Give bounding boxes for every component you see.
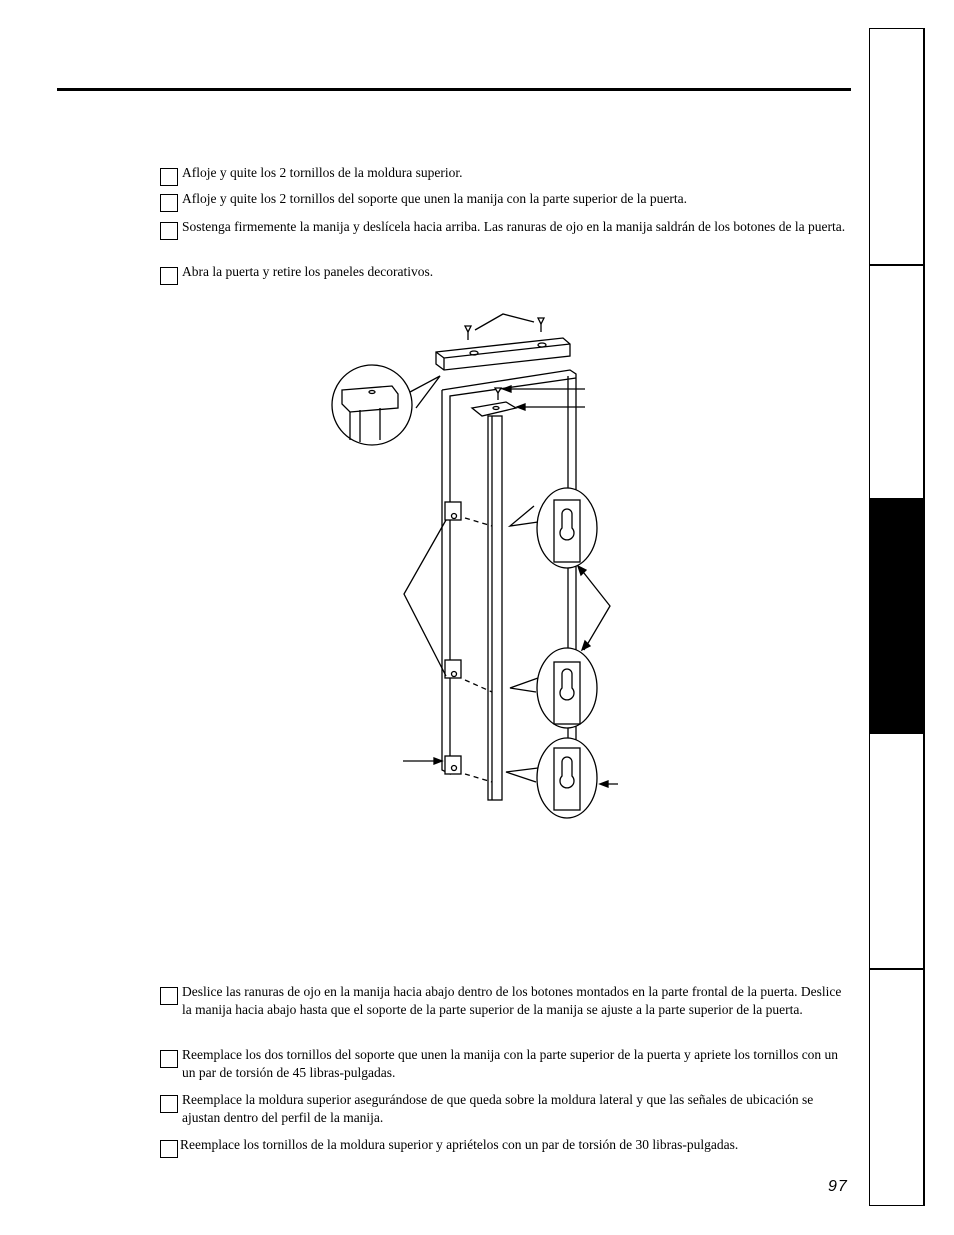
door-button-icon (445, 660, 461, 678)
step-text: Afloje y quite los 2 tornillos del soporte que unen la manija con la parte superior de la puerta. (182, 191, 687, 206)
step-text: Afloje y quite los 2 tornillos de la moldura superior. (182, 165, 463, 180)
top-trim-icon (436, 338, 570, 370)
step-text: Reemplace los tornillos de la moldura superior y apriételos con un par de torsión de 30 libras-pulgadas. (180, 1137, 739, 1152)
step-number-box (160, 194, 178, 212)
header-rule (57, 88, 851, 91)
tab-divider (870, 968, 923, 970)
handle-removal-diagram (320, 300, 640, 820)
corner-detail-inset-icon (332, 365, 440, 445)
step-text: Sostenga firmemente la manija y deslícela hacia arriba. Las ranuras de ojo en la manija saldrán de los botones de la puerta. (182, 219, 846, 234)
tab-divider (870, 264, 923, 266)
step-text: Reemplace la moldura superior asegurándose de que queda sobre la moldura lateral y que las señales de ubicación se ajustan dentro del perfil de la manija. (182, 1092, 814, 1125)
step-text: Abra la puerta y retire los paneles decorativos. (182, 264, 434, 279)
step-number-box (160, 1140, 178, 1158)
step-number-box (160, 1095, 178, 1113)
page-number: 97 (828, 1178, 848, 1195)
keyhole-slot-inset-icon (510, 648, 597, 728)
step-number-box (160, 168, 178, 186)
step-text: Deslice las ranuras de ojo en la manija hacia abajo dentro de los botones montados en la parte frontal de la puerta. Deslice la manija hacia abajo hasta que el soporte de la parte superior de la manija se ajuste a la parte superior de la puerta. (182, 984, 842, 1017)
section-tabs (869, 28, 925, 1206)
door-button-icon (445, 502, 461, 520)
keyhole-slot-inset-icon (506, 738, 597, 818)
active-section-tab[interactable] (870, 498, 923, 734)
top-trim-screw-icon (538, 318, 544, 332)
step-text: Reemplace los dos tornillos del soporte que unen la manija con la parte superior de la puerta y apriete los tornillos con un un par de torsión de 45 libras-pulgadas. (182, 1047, 839, 1080)
step-number-box (160, 987, 178, 1005)
keyhole-slot-inset-icon (510, 488, 597, 568)
step-number-box (160, 267, 178, 285)
door-button-icon (445, 756, 461, 774)
step-number-box (160, 222, 178, 240)
top-trim-screw-icon (465, 326, 471, 340)
bracket-screw-icon (495, 388, 501, 400)
step-number-box (160, 1050, 178, 1068)
handle-bracket-icon (472, 402, 516, 416)
door-handle-icon (488, 416, 502, 800)
